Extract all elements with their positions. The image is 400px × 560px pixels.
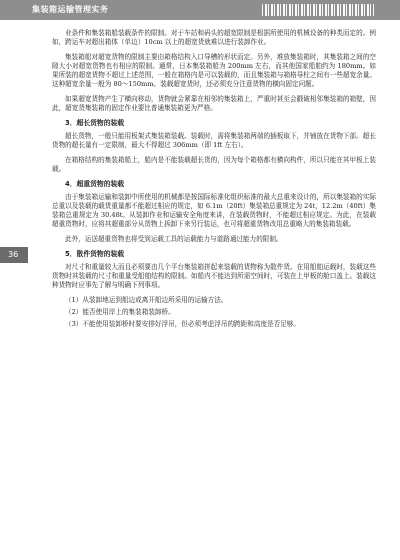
- list-item: （1）从装卸地运到船边或离开船边所采用的运输方法。: [65, 296, 228, 304]
- section-heading: 4．超重货物的装载: [65, 180, 125, 188]
- page-number-tab: [0, 247, 28, 263]
- paragraph: 对尺寸和重量较大而且必须要由几个平台集装箱拼起来装载的货物称为散件货。在用船舶运载时，装载这些货物时其装载的尺寸和重量受船舶结构的限制。如船内不能达到所需空间时，可装在上甲板的舱口盖上。装载这种货物时应事先了解与明确下列事项。: [52, 263, 376, 289]
- page-body: [52, 29, 376, 332]
- paragraph: 超长货物，一般只能用板架式集装箱装载。装载时，需将集装箱两端的插板取下，并铺放在货物下部。超长货物的超长量有一定限制，最大不得超过 306mm（即 1ft 左右）。: [52, 132, 376, 149]
- paragraph: 由于集装箱运输和装卸中所使用的机械都是按国际标准化组织标准的最大总重来设计的，所以集装箱的实际总重以及装载的载货重量都不能超过相应的规定，如 6.1m（20ft）集装箱总重规定为 24t，12.2m（40ft）集装箱总重规定为 30.48t。从装卸作业和运输安全角度来讲，在装载货物时，不能超过相应规定。为此，在装载超重货物时，应将其超重部分从货物上拆卸下来另行装运，也可将超重货物改用总重略大的集装箱装载。: [52, 193, 376, 228]
- paragraph: 此外，运送超重货物也将受到运载工具的运载能力与道路通过能力的限制。: [65, 235, 283, 243]
- running-header: [0, 0, 400, 20]
- paragraph: 业条件和集装箱船装载条件的限制。对于车站和码头的超宽限制是根据所使用的机械设备的种类而定的。例如，跨运车对超出箱体（单边）10cm 以上的超宽货就难以进行装卸作业。: [52, 29, 376, 46]
- list-item: （2）能否使用岸上的集装箱装卸桥。: [65, 308, 175, 316]
- paragraph: 集装箱船对超宽货物的限制主要由箱格结构入口导槽的形状而定。另外，堆放集装箱时，其集装箱之间的空隙大小对超宽货物也有相应的限制。通常，日本集装箱船为 200mm 左右，而其他国家船舶约为 180mm。如果所装的超宽货物不超过上述范围，一般在箱格内是可以装载的，而且集装箱与箱格导柱之间有一些超宽余量。这种超宽余量一般为 80～150mm。装载超宽货时，还必须充分注意货物的横向固定问题。: [52, 53, 376, 88]
- paragraph: 如果超宽货物产生了横向移动，货物就会紧靠在相邻的集装箱上，严重时甚至会戳破相邻集装箱的箱壁，因此，超宽货集装箱的固定作业要比普通集装箱更为严格。: [52, 95, 376, 112]
- section-heading: 3．超长货物的装载: [65, 119, 125, 127]
- page-number: 36: [8, 250, 19, 259]
- paragraph: 在箱格结构的集装箱船上，船内是不能装载超长货的，因为每个箱格都有横向构件，所以只能在其甲板上装载。: [52, 156, 376, 173]
- header-barcode-decoration: [262, 4, 374, 16]
- list-item: （3）不能使用装卸桥时要安排好浮吊，但必须考虑浮吊的跨距和高度是否足够。: [65, 320, 300, 328]
- book-title: 集装箱运输管理实务: [32, 5, 109, 14]
- section-heading: 5．散件货物的装载: [65, 250, 125, 258]
